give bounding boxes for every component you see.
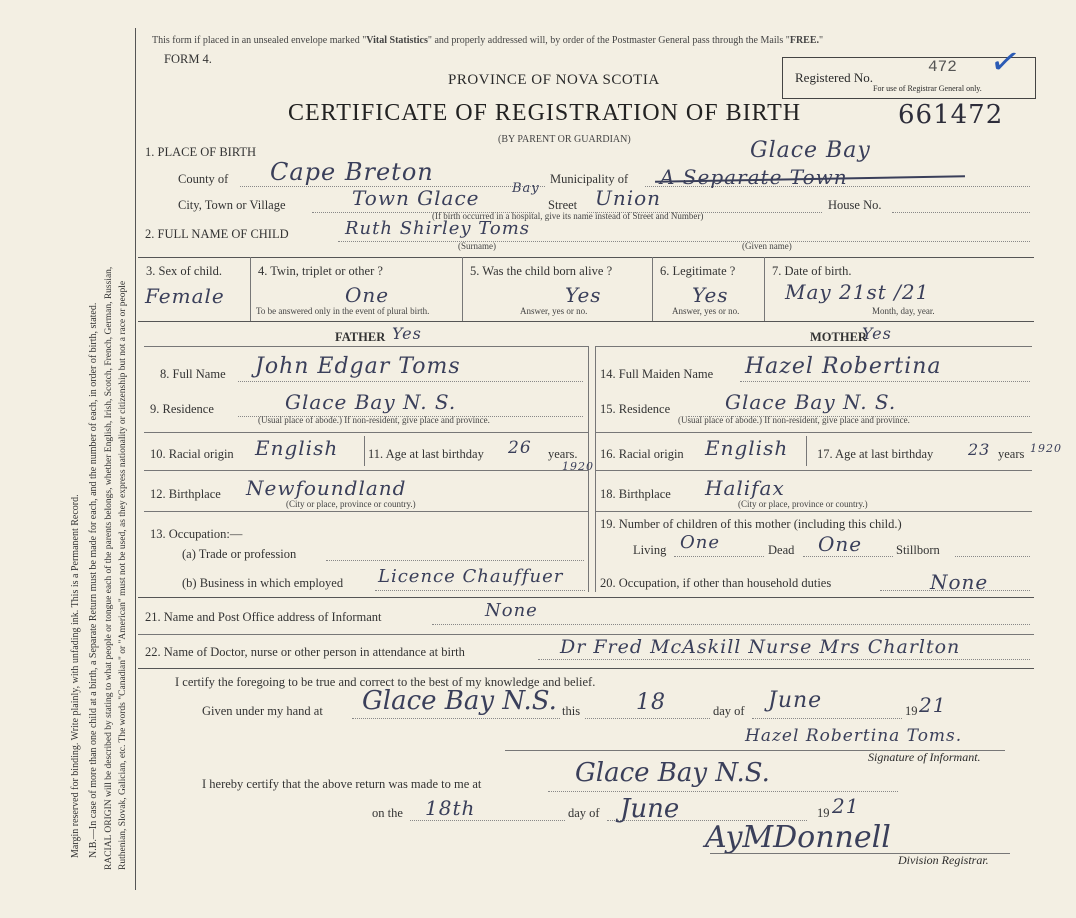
dead-value: One: [818, 532, 863, 556]
given-day-value: 18: [636, 690, 666, 715]
mother-age-year: 1920: [1030, 442, 1062, 455]
father-residence-note: (Usual place of abode.) If non-resident, give place and province.: [258, 415, 490, 425]
hospital-note: (If birth occurred in a hospital, give its name instead of Street and Number): [432, 211, 704, 221]
date-of-birth-label: 7. Date of birth.: [772, 264, 852, 278]
margin-note-racial-cont: Ruthenian, Slovak, Galician, etc. The words "Canadian" or "American" must not be used, as they express nationality or citizenship but not a race or people: [118, 280, 128, 870]
mother-age-value: 23: [968, 440, 991, 459]
sex-label: 3. Sex of child.: [146, 264, 223, 278]
registrar-day-value: 18th: [425, 796, 476, 820]
father-age-year: 1920: [562, 460, 594, 473]
mother-residence-note: (Usual place of abode.) If non-resident, give place and province.: [678, 415, 910, 425]
county-label: County of: [178, 172, 229, 186]
date-of-birth-note: Month, day, year.: [872, 306, 935, 316]
form-number: FORM 4.: [164, 52, 212, 66]
registrar-month-value: June: [620, 794, 680, 824]
father-name-value: John Edgar Toms: [255, 354, 461, 379]
mother-heading-value: Yes: [862, 324, 892, 343]
mother-name-label: 14. Full Maiden Name: [600, 367, 714, 381]
child-name-value: Ruth Shirley Toms: [345, 218, 531, 239]
registrar-year-suffix: 21: [832, 794, 860, 818]
father-racial-label: 10. Racial origin: [150, 447, 234, 461]
given-name-note: (Given name): [742, 241, 792, 251]
twin-label: 4. Twin, triplet or other ?: [258, 264, 383, 278]
surname-note: (Surname): [458, 241, 496, 251]
date-of-birth-value: May 21st /21: [785, 280, 930, 304]
father-name-label: 8. Full Name: [160, 367, 226, 381]
father-racial-value: English: [255, 436, 339, 460]
municipality-label: Municipality of: [550, 172, 629, 186]
registrar-signature: AyMDonnell: [705, 820, 891, 855]
informant-value: None: [485, 600, 538, 621]
twin-value: One: [345, 283, 390, 307]
mother-heading: MOTHER: [810, 330, 867, 344]
child-name-label: 2. FULL NAME OF CHILD: [145, 227, 289, 241]
checkmark-icon: ✓: [986, 39, 1024, 86]
mother-birthplace-note: (City or place, province or country.): [738, 499, 868, 509]
given-day-of-label: day of: [713, 704, 745, 718]
father-heading: FATHER: [335, 330, 386, 344]
city-insert: Bay: [512, 181, 540, 196]
doctor-value: Dr Fred McAskill Nurse Mrs Charlton: [560, 636, 961, 658]
twin-note: To be answered only in the event of plural birth.: [256, 306, 430, 316]
mother-occupation-label: 20. Occupation, if other than household duties: [600, 576, 832, 590]
form-left-border: [135, 28, 136, 890]
sex-value: Female: [145, 284, 225, 308]
father-heading-value: Yes: [392, 324, 422, 343]
doctor-label: 22. Name of Doctor, nurse or other person in attendance at birth: [145, 645, 465, 659]
registrar-place-value: Glace Bay N.S.: [575, 758, 770, 788]
father-birthplace-note: (City or place, province or country.): [286, 499, 416, 509]
father-residence-value: Glace Bay N. S.: [285, 390, 457, 414]
legitimate-value: Yes: [692, 283, 729, 307]
this-label: this: [562, 704, 581, 718]
father-occupation-label: 13. Occupation:—: [150, 527, 243, 541]
stillborn-label: Stillborn: [896, 543, 940, 557]
street-value: Union: [595, 186, 662, 210]
father-residence-label: 9. Residence: [150, 402, 214, 416]
mother-age-label: 17. Age at last birthday: [817, 447, 934, 461]
division-registrar-label: Division Registrar.: [898, 853, 989, 867]
city-label: City, Town or Village: [178, 198, 286, 212]
mother-children-label: 19. Number of children of this mother (including this child.): [600, 517, 902, 531]
given-under-label: Given under my hand at: [202, 704, 323, 718]
municipality-value: Glace Bay: [750, 138, 871, 163]
given-year-suffix: 21: [919, 693, 947, 717]
alive-value: Yes: [565, 283, 602, 307]
mother-birthplace-value: Halifax: [705, 476, 785, 500]
dead-label: Dead: [768, 543, 795, 557]
certificate-title: CERTIFICATE OF REGISTRATION OF BIRTH: [288, 100, 802, 126]
registrar-certify-line: I hereby certify that the above return was made to me at: [202, 777, 482, 791]
registered-label: Registered No.: [795, 70, 873, 85]
father-age-label: 11. Age at last birthday: [368, 447, 484, 461]
given-year-prefix: 19: [905, 704, 918, 718]
informant-signature: Hazel Robertina Toms.: [745, 726, 963, 746]
street-label: Street: [548, 198, 578, 212]
registrar-use-note: For use of Registrar General only.: [873, 84, 982, 93]
certificate-subtitle: (BY PARENT OR GUARDIAN): [498, 134, 631, 145]
alive-label: 5. Was the child born alive ?: [470, 264, 613, 278]
municipality-struck-value: A Separate Town: [660, 165, 848, 189]
mother-birthplace-label: 18. Birthplace: [600, 487, 671, 501]
informant-label: 21. Name and Post Office address of Informant: [145, 610, 382, 624]
house-label: House No.: [828, 198, 882, 212]
living-value: One: [680, 532, 721, 553]
legitimate-note: Answer, yes or no.: [672, 306, 740, 316]
margin-note-binding: Margin reserved for binding. Write plainly, with unfading ink. This is a Permanent Record.: [70, 494, 81, 858]
registered-value: 472: [928, 58, 957, 76]
informant-signature-label: Signature of Informant.: [868, 750, 981, 764]
father-age-value: 26: [508, 438, 532, 458]
father-birthplace-label: 12. Birthplace: [150, 487, 221, 501]
margin-note-racial: RACIAL ORIGIN will be described by stating to what people or tongue each of the parents belongs, whether English, Irish, Scotch, French, German, Russian,: [104, 266, 114, 870]
place-of-birth-heading: 1. PLACE OF BIRTH: [145, 145, 257, 159]
county-value: Cape Breton: [270, 158, 434, 186]
alive-note: Answer, yes or no.: [520, 306, 588, 316]
legitimate-label: 6. Legitimate ?: [660, 264, 736, 278]
father-business-label: (b) Business in which employed: [182, 576, 344, 590]
given-place-value: Glace Bay N.S.: [362, 686, 557, 716]
registrar-year-prefix: 19: [817, 806, 830, 820]
on-the-label: on the: [372, 806, 403, 820]
mother-residence-value: Glace Bay N. S.: [725, 390, 897, 414]
registrar-day-of-label: day of: [568, 806, 600, 820]
mother-racial-value: English: [705, 436, 789, 460]
father-trade-label: (a) Trade or profession: [182, 547, 297, 561]
city-value: Town Glace: [352, 186, 480, 210]
mother-name-value: Hazel Robertina: [745, 354, 942, 379]
given-month-value: June: [768, 688, 823, 713]
father-age-unit: years.: [548, 447, 578, 461]
mail-notice: This form if placed in an unsealed envelope marked "Vital Statistics" and properly addressed will, by order of the Postmaster General pass through the Mails "FREE.": [152, 35, 824, 46]
certificate-number: 661472: [898, 100, 1004, 130]
living-label: Living: [633, 543, 667, 557]
mother-racial-label: 16. Racial origin: [600, 447, 684, 461]
province-heading: PROVINCE OF NOVA SCOTIA: [448, 72, 660, 88]
mother-age-unit: years: [998, 447, 1025, 461]
mother-residence-label: 15. Residence: [600, 402, 671, 416]
margin-note-nb: N.B.—In case of more than one child at a birth, a Separate Return must be made for each, and the number of each, in order of birth, stated.: [88, 302, 99, 858]
mother-occupation-value: None: [930, 570, 989, 594]
father-business-value: Licence Chauffuer: [378, 566, 564, 587]
father-birthplace-value: Newfoundland: [246, 476, 407, 500]
certify-statement: I certify the foregoing to be true and correct to the best of my knowledge and belief.: [175, 675, 596, 689]
